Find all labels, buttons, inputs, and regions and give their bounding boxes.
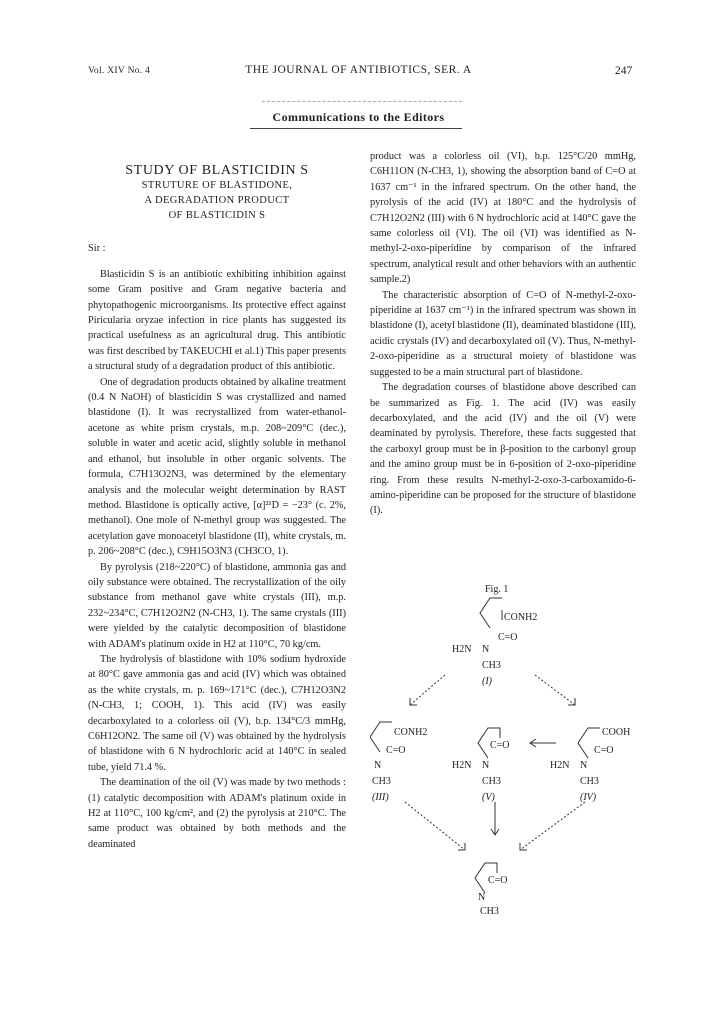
compound-I-carbonyl: C=O (498, 632, 518, 643)
article-title: STUDY OF BLASTICIDIN S (125, 163, 309, 178)
subtitle-line: OF BLASTICIDIN S (168, 210, 266, 222)
compound-I-methyl: CH3 (482, 660, 501, 671)
compound-I-nitrogen: N (482, 644, 490, 655)
compound-I-substituent: CONH2 (504, 612, 538, 623)
compound-IV-carbonyl: C=O (594, 745, 614, 756)
compound-V-carbonyl: C=O (490, 740, 510, 751)
compound-IV-amine: H2N (550, 760, 570, 771)
paragraph: product was a colorless oil (VI), b.p. 125°C/20 mmHg, C6H11ON (N-CH3, 1), showing the absorption band of C=O at 1637 cm⁻¹ in the infrared spectrum. On the other hand, the pyrolysis of the acid (IV) at 180°C and the hydrolysis of C7H12O2N2 (III) with 6 N hydrochloric acid at 140°C gave the same colorless oil (VI). The oil (VI) was identified as N-methyl-2-oxo-piperidine by comparison of the infrared spectrum, analytical result and other behaviors with an authentic sample.2) (370, 151, 636, 286)
volume-number: Vol. XIV No. 4 (88, 66, 151, 76)
compound-IV-substituent: COOH (602, 727, 631, 738)
paragraph: Blasticidin S is an antibiotic exhibiting inhibition against some Gram positive and Gram negative bacteria and phytopathogenic microorganisms. Its protective effect against Piricularia oryzae infection in rice plants has suggested its practical usefulness as an agricultural drug. This antibiotic was first described by TAKEUCHI et al.1) This paper presents a structural study of a degradation product of this antibiotic. (88, 268, 346, 373)
compound-III-nitrogen: N (374, 760, 382, 771)
compound-IV-nitrogen: N (580, 760, 588, 771)
page-number: 247 (615, 65, 633, 77)
figure-1 (370, 580, 636, 920)
compound-I-amine: H2N (452, 644, 472, 655)
decorative-rule (262, 101, 462, 102)
compound-VI-nitrogen: N (478, 892, 486, 903)
compound-IV-label: (IV) (580, 792, 597, 803)
compound-III-label: (III) (372, 792, 389, 803)
compound-III-methyl: CH3 (372, 776, 391, 787)
salutation: Sir : (88, 243, 106, 255)
compound-IV-methyl: CH3 (580, 776, 599, 787)
paragraph: By pyrolysis (218~220°C) of blastidone, ammonia gas and oily substance were obtained. The recrystallization of the oily substance from methanol gave white crystals (III), m.p. 232~234°C, C7H12O2N2 (N-CH3, 1). The same crystals (III) were yielded by the catalytic decomposition of blastidone with ADAM's platinum oxide in H2 at 110°C, 70 kg/cm. (88, 561, 346, 650)
compound-I-label: (I) (482, 676, 492, 687)
paragraph: The deamination of the oil (V) was made by two methods : (1) catalytic decomposition with ADAM's platinum oxide in H2 at 110°C, 100 kg/cm², and (2) the pyrolysis at 210°C. The same product was obtained by both methods and the deaminated (88, 777, 346, 850)
paragraph: The characteristic absorption of C=O of N-methyl-2-oxo-piperidine at 1637 cm⁻¹) in the infrared spectrum was shown in blastidone (I), acetyl blastidone (II), deaminated blastidone (III), acidic crystals (IV) and decarboxylated oil (V). Thus, N-methyl-2-oxo-piperidine as a structural moiety of blastidone was suggested to be a main structural part of blastidone. (370, 289, 636, 378)
reaction-scheme (370, 580, 636, 920)
compound-VI-methyl: CH3 (480, 906, 499, 917)
right-column (370, 149, 636, 519)
figure-label: Fig. 1 (485, 584, 509, 595)
paragraph: The degradation courses of blastidone above described can be summarized as Fig. 1. The acid (IV) was easily decarboxylated, and the acid (IV) and the oil (V) were deaminated by pyrolysis. Therefore, these facts suggested that the carboxyl group must be in β-position to the carbonyl group and the amino group must be in 6-position of 2-oxo-piperidine ring. From these results N-methyl-2-oxo-3-carboxamido-6-amino-piperidine can be proposed for the structure of blastidone (I). (370, 382, 636, 517)
section-underline (250, 128, 462, 129)
subtitle-line: STRUTURE OF BLASTIDONE, (141, 180, 293, 192)
compound-VI-carbonyl: C=O (488, 875, 508, 886)
article-subtitle (88, 178, 346, 223)
left-column (88, 163, 346, 852)
journal-title: THE JOURNAL OF ANTIBIOTICS, SER. A (245, 64, 472, 76)
compound-III-substituent: CONH2 (394, 727, 428, 738)
paragraph: The hydrolysis of blastidone with 10% sodium hydroxide at 80°C gave ammonia gas and acid (IV) which was obtained as the white crystals, m. p. 169~171°C (dec.), C7H12O3N2 (N-CH3, 1; COOH, 1). This acid (IV) was easily decarboxylated to a colorless oil (V), b.p. 134°C/3 mmHg, C6H12ON2. The same oil (V) was obtained by the hydrolysis of blastidone with 6 N hydrochloric acid at 140°C in sealed tube, yield 71.4 %. (88, 653, 346, 773)
compound-V-nitrogen: N (482, 760, 490, 771)
compound-V-label: (V) (482, 792, 495, 803)
compound-V-methyl: CH3 (482, 776, 501, 787)
section-heading: Communications to the Editors (272, 110, 445, 124)
compound-III-carbonyl: C=O (386, 745, 406, 756)
compound-V-amine: H2N (452, 760, 472, 771)
running-header (0, 64, 717, 84)
subtitle-line: A DEGRADATION PRODUCT (144, 195, 290, 207)
paragraph: One of degradation products obtained by alkaline treatment (0.4 N NaOH) of blasticidin S was crystallized and named blastidone (I). It was recrystallized from water-ethanol-acetone as white prism crystals, m.p. 208~209°C (dec.), soluble in water and acetic acid, slightly soluble in methanol and ethanol, but insoluble in other organic solvents. The formula, C7H13O2N3, was determined by the elementary analysis and the molecular weight determination by RAST method. Blastidone is optically active, [α]²¹D = −23° (c. 2%, methanol). One mole of N-methyl group was suggested. The acetylation gave monoacetyl blastidone (II), white crystals, m. p. 206~208°C (dec.), C9H15O3N3 (CH3CO, 1). (88, 376, 346, 558)
